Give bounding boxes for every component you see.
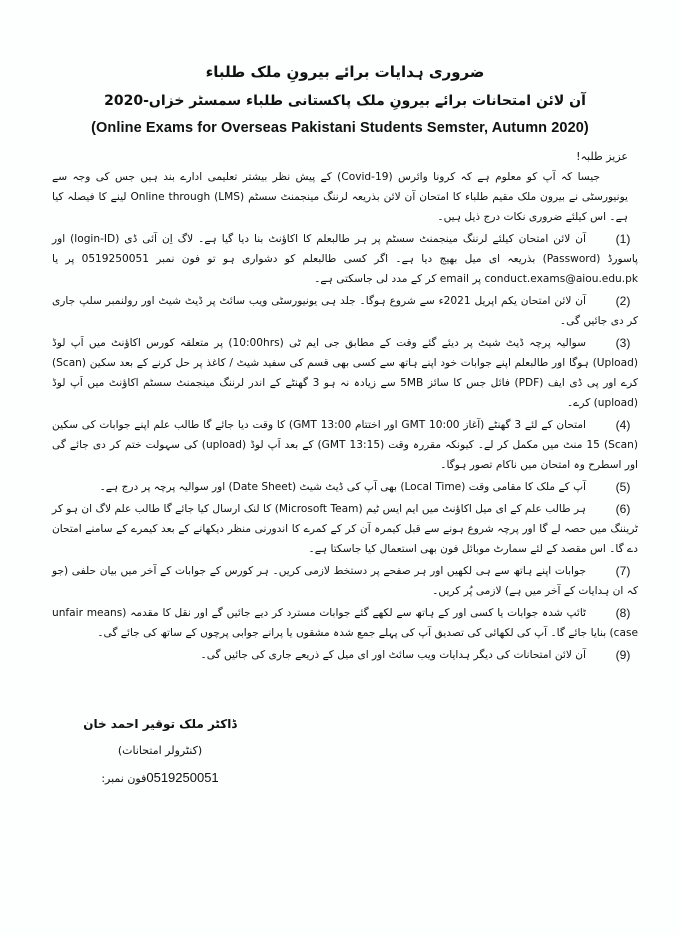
instruction-item-8: [52, 603, 638, 643]
item-text: ہر طالب علم کے ای میل اکاؤنٹ میں ایم ایس ٹیم (Microsoft Team) کا لنک ارسال کیا جائے گا طالب علم لاگ ان ہو کر ٹریننگ میں حصہ لے گا اور پرچہ شروع ہونے سے قبل کیمرہ آن کر کے کمرے کا اندورنی منظر دیکھانے کے بعد کیمرے کے سامنے امتحان دے گا۔ اس مقصد کے لئے سمارٹ موبائل فون بھی استعمال کیا جاسکتا ہے۔: [52, 503, 638, 555]
instruction-item-2: [52, 291, 638, 331]
instruction-item-3: [52, 333, 638, 413]
title-urdu-online-exams: آن لائن امتحانات برائے بیرونِ ملک پاکستانی طلباء سمسٹر خزاں-2020: [104, 93, 586, 109]
instruction-item-9: [52, 645, 638, 665]
item-text: آن لائن امتحان کیلئے لرننگ مینجمنٹ سسٹم پر ہر طالبعلم کا اکاؤنٹ بنا دیا گیا ہے۔ لاگ اِن آئی ڈی (login-ID) اور پاسورڈ (Password) بذریعہ ای میل بھیج دیا ہے۔ اگر کسی طالبعلم کو دشواری ہو تو فون نمبر 0519250051 پر یا conduct.exams@aiou.edu.pk پر email کر کے مدد لی جاسکتی ہے۔: [52, 233, 638, 285]
item-number: (2): [615, 294, 631, 308]
instruction-item-6: [52, 499, 638, 559]
greeting: عزیز طلبہ!: [576, 150, 628, 163]
item-number: (5): [615, 480, 631, 494]
item-number: (9): [615, 648, 631, 662]
intro-paragraph: جیسا کہ آپ کو معلوم ہے کہ کرونا وائرس (Covid-19) کے پیش نظر بیشتر تعلیمی ادارے بند ہیں جس کی وجہ سے یونیورسٹی نے بیرون ملک مقیم طلباء کا امتحان آن لائن بذریعہ لرننگ مینجمنٹ سسٹم (LMS) Online through لینے کا فیصلہ کیا ہے۔ اس کیلئے ضروری نکات درج ذیل ہیں۔: [52, 171, 628, 223]
item-text: آپ کے ملک کا مقامی وقت (Local Time) بھی آپ کی ڈیٹ شیٹ (Date Sheet) اور سوالیہ پرچہ پر درج ہے۔: [99, 481, 586, 493]
item-text: آن لائن امتحان یکم اپریل 2021ء سے شروع ہوگا۔ جلد ہی یونیورسٹی ویب سائٹ پر ڈیٹ شیٹ اور رولنمبر سلپ جاری کر دی جائیں گی۔: [52, 295, 638, 327]
item-number: (6): [615, 502, 631, 516]
phone-number: 0519250051: [146, 770, 219, 785]
item-text: ٹائپ شدہ جوابات یا کسی اور کے ہاتھ سے لکھے گئے جوابات مسترد کر دیے جائیں گے اور نقل کا مقدمہ (unfair means case) بنایا جائے گا۔ آپ کی لکھائی کی تصدیق آپ کی پہلے جمع شدہ مشقوں یا پرانے جوابی پرچوں کے ساتھ کی جائے گی۔: [52, 607, 638, 639]
item-text: جوابات اپنے ہاتھ سے ہی لکھیں اور ہر صفحے پر دستخط لازمی کریں۔ ہر کورس کے جوابات کے آخر میں بیان حلفی (جو کہ ان ہدایات کے آخر میں ہے) لازمی پُر کریں۔: [52, 565, 638, 597]
title-english: (Online Exams for Overseas Pakistani Students Semster, Autumn 2020): [91, 120, 589, 136]
item-number: (4): [615, 418, 631, 432]
item-text: سوالیہ پرچہ ڈیٹ شیٹ پر دیئے گئے وقت کے مطابق جی ایم ٹی (10:00hrs) پر متعلقہ کورس اکاؤنٹ میں اَپ لوڈ (Upload) ہوگا اور طالبعلم اپنے جوابات خود اپنے ہاتھ سے کسی بھی قسم کی سفید شیٹ / کاغذ پر حل کرنے کے بعد سکین (Scan) کرے اور پی ڈی ایف (PDF) فائل جس کا سائز 5MB سے زیادہ نہ ہو 3 گھنٹے کے اندر لرننگ مینجمنٹ سسٹم اکاؤنٹ میں اَپ لوڈ (upload) کرے۔: [52, 337, 638, 409]
item-number: (7): [615, 564, 631, 578]
phone-label: فون نمبر:: [101, 772, 147, 785]
item-text: امتحان کے لئے 3 گھنٹے (آغاز 10:00 GMT اور اختتام 13:00 GMT) کا وقت دیا جائے گا طالب علم اپنے جوابات کی سکین (Scan) 15 منٹ میں مکمل کر لے۔ کیونکہ مقررہ وقت (13:15 GMT) کے بعد اَپ لوڈ (upload) کی سہولت ختم کر دی جائے گی اور اسطرح وہ امتحان میں ناکام تصور ہوگا۔: [52, 419, 638, 471]
item-text: آن لائن امتحانات کی دیگر ہدایات ویب سائٹ اور ای میل کے ذریعے جاری کی جائیں گی۔: [200, 649, 586, 661]
signature-block: [70, 713, 250, 790]
instruction-item-7: [52, 561, 638, 601]
signatory-name: ڈاکٹر ملک توقیر احمد خان: [83, 717, 237, 731]
instruction-item-5: [52, 477, 638, 497]
item-number: (1): [615, 232, 631, 246]
title-urdu-instructions: ضروری ہدایات برائے بیرونِ ملک طلباء: [205, 63, 485, 81]
instruction-item-1: [52, 229, 638, 289]
instruction-item-4: [52, 415, 638, 475]
signatory-designation: (کنٹرولر امتحانات): [117, 744, 203, 757]
item-number: (8): [615, 606, 631, 620]
item-number: (3): [615, 336, 631, 350]
signatory-phone-line: [70, 767, 250, 790]
